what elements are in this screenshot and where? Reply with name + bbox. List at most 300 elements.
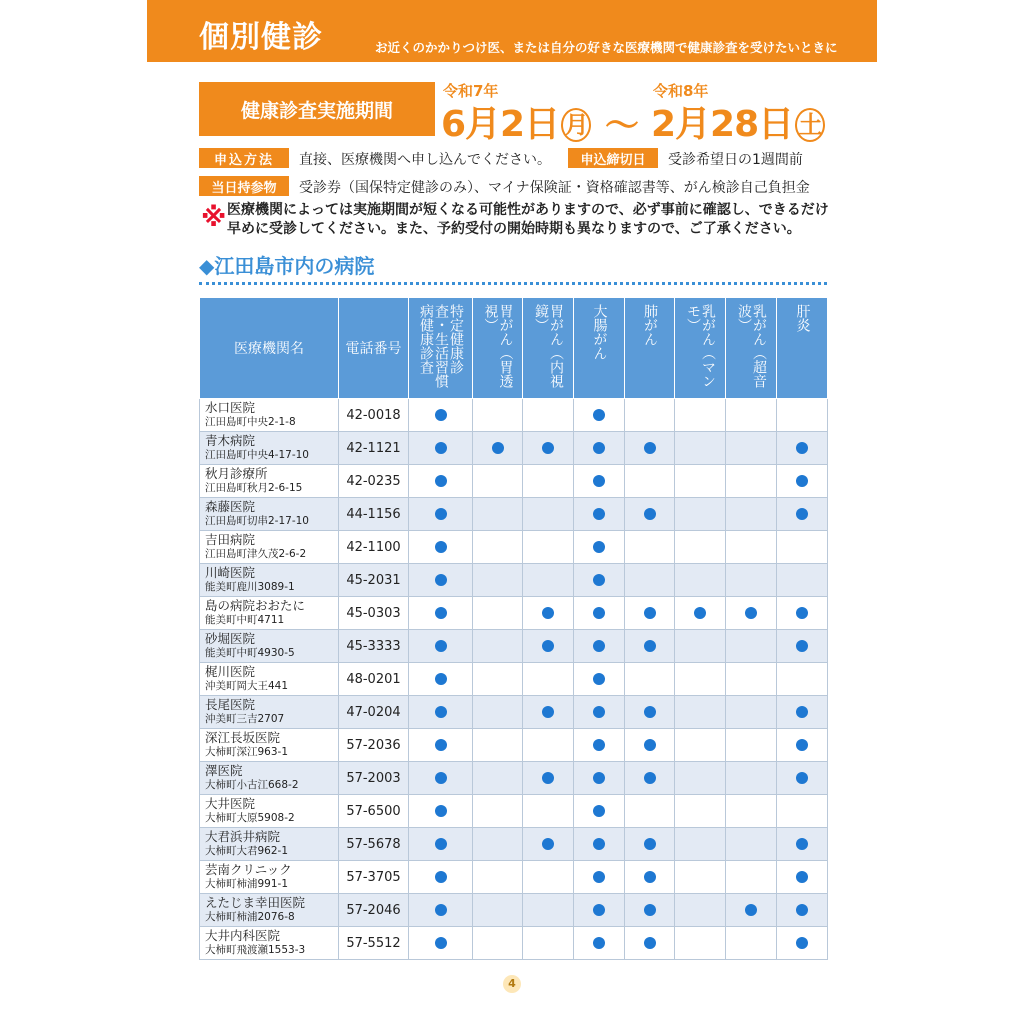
availability-cell [409,861,473,894]
phone-number: 57-6500 [339,795,409,828]
available-dot-icon [435,640,447,652]
hospital-address: 大柿町飛渡瀬1553-3 [205,944,306,956]
header-col [625,298,675,399]
availability-cell [726,498,777,531]
hospital-name: 大井医院 [205,796,256,811]
table-row [200,795,828,828]
header-label: 肝炎 [794,304,811,332]
hospital-cell [200,597,339,630]
availability-cell [409,663,473,696]
availability-cell [409,531,473,564]
hospital-name: 秋月診療所 [205,466,268,481]
availability-cell [409,894,473,927]
hospital-cell [200,399,339,432]
available-dot-icon [593,574,605,586]
hospital-address: 江田島町中央2-1-8 [205,416,296,428]
availability-cell [574,597,625,630]
availability-cell [523,399,574,432]
available-dot-icon [435,772,447,784]
note-line-2: 早めに受診してください。また、予約受付の開始時期も異なりますので、ご了承ください。 [227,221,801,237]
availability-cell [574,564,625,597]
note-mark: ※ [201,203,227,233]
header-label: 特定健康診査・生活習慣病健康診査 [418,304,464,388]
available-dot-icon [542,706,554,718]
availability-cell [625,828,675,861]
dotted-divider [199,282,827,285]
availability-cell [473,762,523,795]
availability-cell [473,894,523,927]
hospital-name: 島の病院おおたに [205,598,306,613]
hospital-address: 沖美町三吉2707 [205,713,285,725]
hospital-cell [200,465,339,498]
hospital-name: 深江長坂医院 [205,730,281,745]
available-dot-icon [796,475,808,487]
available-dot-icon [593,442,605,454]
available-dot-icon [435,541,447,553]
available-dot-icon [492,442,504,454]
start-date [441,96,591,147]
availability-cell [777,432,828,465]
available-dot-icon [593,772,605,784]
available-dot-icon [644,607,656,619]
availability-cell [625,663,675,696]
availability-cell [574,465,625,498]
availability-cell [625,597,675,630]
availability-cell [473,498,523,531]
hospital-cell [200,630,339,663]
table-row [200,729,828,762]
header-col [675,298,726,399]
available-dot-icon [644,739,656,751]
table-row [200,630,828,663]
hospital-address: 江田島町切串2-17-10 [205,515,309,527]
availability-cell [523,432,574,465]
availability-cell [574,399,625,432]
availability-cell [574,630,625,663]
availability-cell [473,795,523,828]
availability-cell [726,795,777,828]
availability-cell [473,597,523,630]
available-dot-icon [435,409,447,421]
availability-cell [409,828,473,861]
table-row [200,432,828,465]
hospital-cell [200,531,339,564]
available-dot-icon [542,442,554,454]
available-dot-icon [796,772,808,784]
availability-cell [409,498,473,531]
availability-cell [675,795,726,828]
availability-cell [523,630,574,663]
table-row [200,564,828,597]
header-name: 医療機関名 [200,298,339,399]
hospital-cell [200,432,339,465]
available-dot-icon [644,871,656,883]
phone-number: 45-0303 [339,597,409,630]
availability-cell [726,696,777,729]
header-col [574,298,625,399]
hospital-address: 江田島町中央4-17-10 [205,449,309,461]
header-label: 乳がん（超音波） [736,304,767,388]
available-dot-icon [435,673,447,685]
hospital-address: 大柿町大原5908-2 [205,812,295,824]
available-dot-icon [593,838,605,850]
availability-cell [473,663,523,696]
available-dot-icon [593,541,605,553]
page-number: 4 [503,975,521,993]
hospital-name: 長尾医院 [205,697,256,712]
hospital-address: 大柿町大君962-1 [205,845,289,857]
table-row [200,597,828,630]
table-row [200,861,828,894]
available-dot-icon [593,409,605,421]
hospital-name: 川崎医院 [205,565,256,580]
availability-cell [523,894,574,927]
availability-cell [625,795,675,828]
availability-cell [523,861,574,894]
availability-cell [523,696,574,729]
end-date-text: 2月28日 [651,104,794,145]
table-row [200,399,828,432]
availability-cell [523,828,574,861]
page-subtitle: お近くのかかりつけ医、または自分の好きな医療機関で健康診査を受けたいときに [375,40,838,55]
items-text: 受診券（国保特定健診のみ）、マイナ保険証・資格確認書等、がん検診自己負担金 [299,180,810,196]
availability-cell [574,432,625,465]
availability-cell [574,861,625,894]
availability-cell [574,927,625,960]
availability-cell [777,531,828,564]
availability-cell [574,762,625,795]
availability-cell [777,828,828,861]
hospital-name: 吉田病院 [205,532,256,547]
available-dot-icon [796,904,808,916]
available-dot-icon [593,805,605,817]
availability-cell [574,894,625,927]
available-dot-icon [542,607,554,619]
availability-cell [675,498,726,531]
availability-cell [777,564,828,597]
available-dot-icon [644,442,656,454]
start-weekday: 月 [561,108,591,142]
availability-cell [523,729,574,762]
deadline-tag: 申込締切日 [568,148,658,168]
available-dot-icon [644,706,656,718]
availability-cell [777,696,828,729]
available-dot-icon [593,508,605,520]
available-dot-icon [542,640,554,652]
available-dot-icon [644,937,656,949]
hospital-name: 大井内科医院 [205,928,281,943]
availability-cell [777,729,828,762]
hospital-cell [200,927,339,960]
availability-cell [473,861,523,894]
availability-cell [675,663,726,696]
availability-cell [625,927,675,960]
availability-cell [726,630,777,663]
phone-number: 45-2031 [339,564,409,597]
items-tag: 当日持参物 [199,176,289,196]
header-label: 大腸がん [591,304,608,360]
available-dot-icon [644,772,656,784]
availability-cell [625,762,675,795]
availability-cell [409,564,473,597]
available-dot-icon [796,739,808,751]
note [227,201,829,239]
availability-cell [409,795,473,828]
availability-cell [523,531,574,564]
available-dot-icon [435,871,447,883]
availability-cell [625,531,675,564]
availability-cell [726,597,777,630]
availability-cell [473,729,523,762]
availability-cell [726,465,777,498]
availability-cell [574,663,625,696]
available-dot-icon [593,937,605,949]
header-label: 肺がん [642,304,658,346]
available-dot-icon [796,607,808,619]
availability-cell [523,795,574,828]
availability-cell [726,861,777,894]
availability-cell [726,564,777,597]
availability-cell [523,465,574,498]
hospital-cell [200,795,339,828]
availability-cell [523,564,574,597]
hospital-name: 澤医院 [205,763,243,778]
hospital-name: 青木病院 [205,433,256,448]
hospital-cell [200,828,339,861]
available-dot-icon [435,574,447,586]
table-header-row [200,298,828,399]
start-era: 令和7年 [443,82,499,100]
header-tel: 電話番号 [339,298,409,399]
availability-cell [675,597,726,630]
availability-cell [777,630,828,663]
available-dot-icon [435,442,447,454]
availability-cell [409,762,473,795]
hospital-name: 砂堀医院 [205,631,256,646]
availability-cell [574,729,625,762]
page-title: 個別健診 [199,20,323,55]
hospital-address: 能美町中町4711 [205,614,285,626]
hospital-address: 江田島町津久茂2-6-2 [205,548,307,560]
available-dot-icon [542,772,554,784]
available-dot-icon [435,508,447,520]
availability-cell [473,432,523,465]
availability-cell [777,663,828,696]
available-dot-icon [796,706,808,718]
hospital-name: 梶川医院 [205,664,256,679]
table-row [200,465,828,498]
table-row [200,828,828,861]
availability-cell [473,531,523,564]
available-dot-icon [644,640,656,652]
availability-cell [675,432,726,465]
available-dot-icon [435,739,447,751]
availability-cell [574,696,625,729]
hospital-address: 江田島町秋月2-6-15 [205,482,303,494]
table-row [200,762,828,795]
availability-cell [473,927,523,960]
end-date [651,96,825,147]
end-weekday: 土 [795,108,825,142]
hospital-name: 芸南クリニック [205,862,292,877]
availability-cell [777,399,828,432]
availability-cell [625,894,675,927]
availability-cell [625,696,675,729]
availability-cell [777,795,828,828]
availability-cell [523,762,574,795]
availability-cell [625,465,675,498]
phone-number: 42-1121 [339,432,409,465]
hospital-address: 大柿町深江963-1 [205,746,289,758]
availability-cell [777,597,828,630]
phone-number: 57-2003 [339,762,409,795]
availability-cell [777,927,828,960]
availability-cell [409,399,473,432]
available-dot-icon [435,475,447,487]
available-dot-icon [644,508,656,520]
available-dot-icon [435,607,447,619]
availability-cell [777,861,828,894]
section-title: ◆江田島市内の病院 [199,254,375,278]
available-dot-icon [593,673,605,685]
availability-cell [409,597,473,630]
availability-cell [777,762,828,795]
availability-cell [675,564,726,597]
available-dot-icon [593,904,605,916]
hospital-cell [200,498,339,531]
start-date-text: 6月2日 [441,104,560,145]
hospital-address: 大柿町小古江668-2 [205,779,299,791]
availability-cell [523,663,574,696]
availability-cell [675,465,726,498]
availability-cell [675,729,726,762]
available-dot-icon [694,607,706,619]
table-row [200,531,828,564]
availability-cell [625,432,675,465]
availability-cell [777,465,828,498]
phone-number: 44-1156 [339,498,409,531]
available-dot-icon [644,904,656,916]
available-dot-icon [593,607,605,619]
availability-cell [675,828,726,861]
header-col [473,298,523,399]
available-dot-icon [435,937,447,949]
availability-cell [726,927,777,960]
phone-number: 45-3333 [339,630,409,663]
table-row [200,663,828,696]
availability-cell [675,399,726,432]
hospital-address: 能美町中町4930-5 [205,647,295,659]
availability-cell [473,696,523,729]
hospital-name: 大君浜井病院 [205,829,281,844]
availability-cell [675,927,726,960]
availability-cell [777,894,828,927]
available-dot-icon [593,640,605,652]
hospital-address: 大柿町柿浦2076-8 [205,911,295,923]
phone-number: 42-0235 [339,465,409,498]
availability-cell [473,465,523,498]
hospital-cell [200,861,339,894]
availability-cell [523,597,574,630]
hospital-cell [200,894,339,927]
available-dot-icon [435,805,447,817]
hospital-cell [200,696,339,729]
available-dot-icon [542,838,554,850]
available-dot-icon [796,937,808,949]
phone-number: 47-0204 [339,696,409,729]
method-text: 直接、医療機関へ申し込んでください。 [299,152,551,168]
availability-cell [777,498,828,531]
phone-number: 57-5512 [339,927,409,960]
availability-cell [675,894,726,927]
available-dot-icon [593,475,605,487]
hospital-cell [200,729,339,762]
phone-number: 57-3705 [339,861,409,894]
phone-number: 42-1100 [339,531,409,564]
availability-cell [726,729,777,762]
available-dot-icon [796,871,808,883]
availability-cell [625,729,675,762]
availability-cell [574,795,625,828]
available-dot-icon [593,706,605,718]
availability-cell [409,927,473,960]
availability-cell [675,630,726,663]
header-label: 胃がん（胃透視） [482,304,514,388]
availability-cell [726,762,777,795]
availability-cell [726,531,777,564]
availability-cell [726,432,777,465]
available-dot-icon [796,640,808,652]
availability-cell [625,630,675,663]
available-dot-icon [593,871,605,883]
availability-cell [473,630,523,663]
availability-cell [523,927,574,960]
availability-cell [409,729,473,762]
header-col [523,298,574,399]
availability-cell [726,894,777,927]
available-dot-icon [796,838,808,850]
phone-number: 57-5678 [339,828,409,861]
availability-cell [409,465,473,498]
availability-cell [726,828,777,861]
availability-cell [473,828,523,861]
availability-cell [409,630,473,663]
hospital-name: えたじま幸田医院 [205,895,306,910]
availability-cell [409,696,473,729]
availability-cell [473,564,523,597]
hospital-address: 能美町鹿川3089-1 [205,581,295,593]
available-dot-icon [796,508,808,520]
note-line-1: 医療機関によっては実施期間が短くなる可能性がありますので、必ず事前に確認し、できるだけ [227,202,829,218]
period-label: 健康診査実施期間 [199,82,435,136]
end-era: 令和8年 [653,82,709,100]
table-row [200,894,828,927]
available-dot-icon [745,904,757,916]
available-dot-icon [644,838,656,850]
availability-cell [625,498,675,531]
availability-cell [409,432,473,465]
availability-cell [625,861,675,894]
phone-number: 42-0018 [339,399,409,432]
availability-cell [574,531,625,564]
deadline-text: 受診希望日の1週間前 [668,152,803,168]
header-label: 乳がん（マンモ） [685,304,716,388]
hospital-address: 大柿町柿浦991-1 [205,878,289,890]
availability-cell [675,762,726,795]
header-col [409,298,473,399]
table-row [200,498,828,531]
phone-number: 57-2036 [339,729,409,762]
